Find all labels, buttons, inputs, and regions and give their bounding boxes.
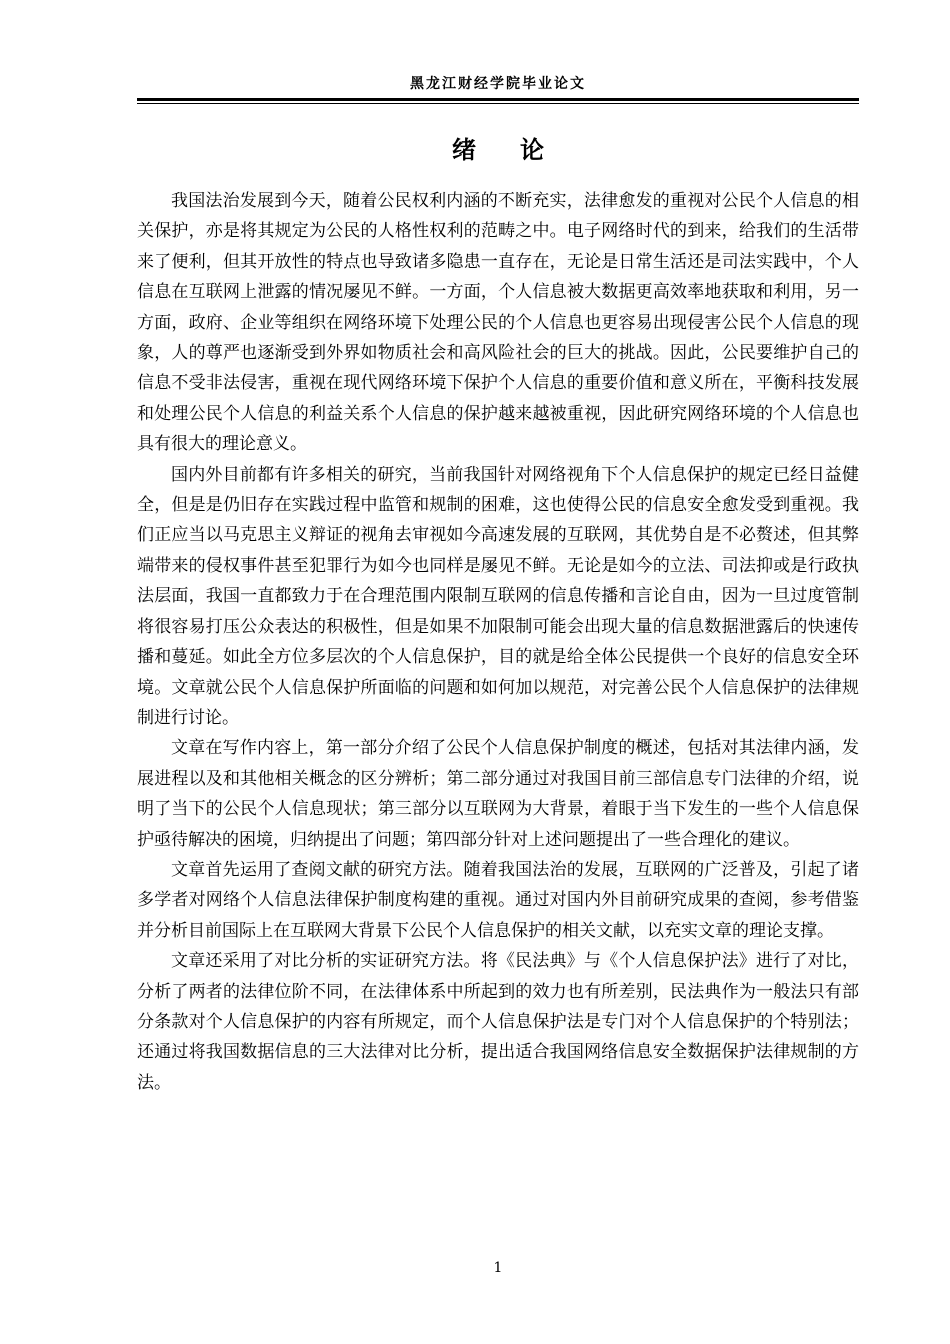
header-rule-thin (137, 103, 859, 104)
paragraph-3: 文章在写作内容上，第一部分介绍了公民个人信息保护制度的概述，包括对其法律内涵，发展进程以及和其他相关概念的区分辨析；第二部分通过对我国目前三部信息专门法律的介绍，说明了当下的公民个人信息现状；第三部分以互联网为大背景，着眼于当下发生的一些个人信息保护亟待解决的困境，归纳提出了问题；第四部分针对上述问题提出了一些合理化的建议。 (137, 738, 859, 850)
page-number: 1 (493, 1260, 503, 1276)
paragraph-4: 文章首先运用了查阅文献的研究方法。随着我国法治的发展，互联网的广泛普及，引起了诸多学者对网络个人信息法律保护制度构建的重视。通过对国内外目前研究成果的查阅，参考借鉴并分析目前国际上在互联网大背景下公民个人信息保护的相关文献，以充实文章的理论支撑。 (137, 859, 859, 941)
paragraph-1: 我国法治发展到今天，随着公民权利内涵的不断充实，法律愈发的重视对公民个人信息的相关保护，亦是将其规定为公民的人格性权利的范畴之中。电子网络时代的到来，给我们的生活带来了便利，但其开放性的特点也导致诸多隐患一直存在，无论是日常生活还是司法实践中，个人信息在互联网上泄露的情况屡见不鲜。一方面，个人信息被大数据更高效率地获取和利用，另一方面，政府、企业等组织在网络环境下处理公民的个人信息也更容易出现侵害公民个人信息的现象，人的尊严也逐渐受到外界如物质社会和高风险社会的巨大的挑战。因此，公民要维护自己的信息不受非法侵害，重视在现代网络环境下保护个人信息的重要价值和意义所在，平衡科技发展和处理公民个人信息的利益关系个人信息的保护越来越被重视，因此研究网络环境的个人信息也具有很大的理论意义。 (137, 191, 859, 455)
header-rule-thick (137, 98, 859, 101)
running-header: 黑龙江财经学院毕业论文 (410, 76, 586, 92)
section-title: 绪论 (452, 135, 588, 164)
paragraph-2: 国内外目前都有许多相关的研究，当前我国针对网络视角下个人信息保护的规定已经日益健全，但是是仍旧存在实践过程中监管和规制的困难，这也使得公民的信息安全愈发受到重视。我们正应当以马克思主义辩证的视角去审视如今高速发展的互联网，其优势自是不必赘述，但其弊端带来的侵权事件甚至犯罪行为如今也同样是屡见不鲜。无论是如今的立法、司法抑或是行政执法层面，我国一直都致力于在合理范围内限制互联网的信息传播和言论自由，因为一旦过度管制将很容易打压公众表达的积极性，但是如果不加限制可能会出现大量的信息数据泄露后的快速传播和蔓延。如此全方位多层次的个人信息保护，目的就是给全体公民提供一个良好的信息安全环境。文章就公民个人信息保护所面临的问题和如何加以规范，对完善公民个人信息保护的法律规制进行讨论。 (137, 464, 859, 728)
body-text (137, 186, 859, 1098)
paragraph-5: 文章还采用了对比分析的实证研究方法。将《民法典》与《个人信息保护法》进行了对比，分析了两者的法律位阶不同，在法律体系中所起到的效力也有所差别，民法典作为一般法只有部分条款对个人信息保护的内容有所规定，而个人信息保护法是专门对个人信息保护的个特别法；还通过将我国数据信息的三大法律对比分析，提出适合我国网络信息安全数据保护法律规制的方法。 (137, 951, 859, 1093)
